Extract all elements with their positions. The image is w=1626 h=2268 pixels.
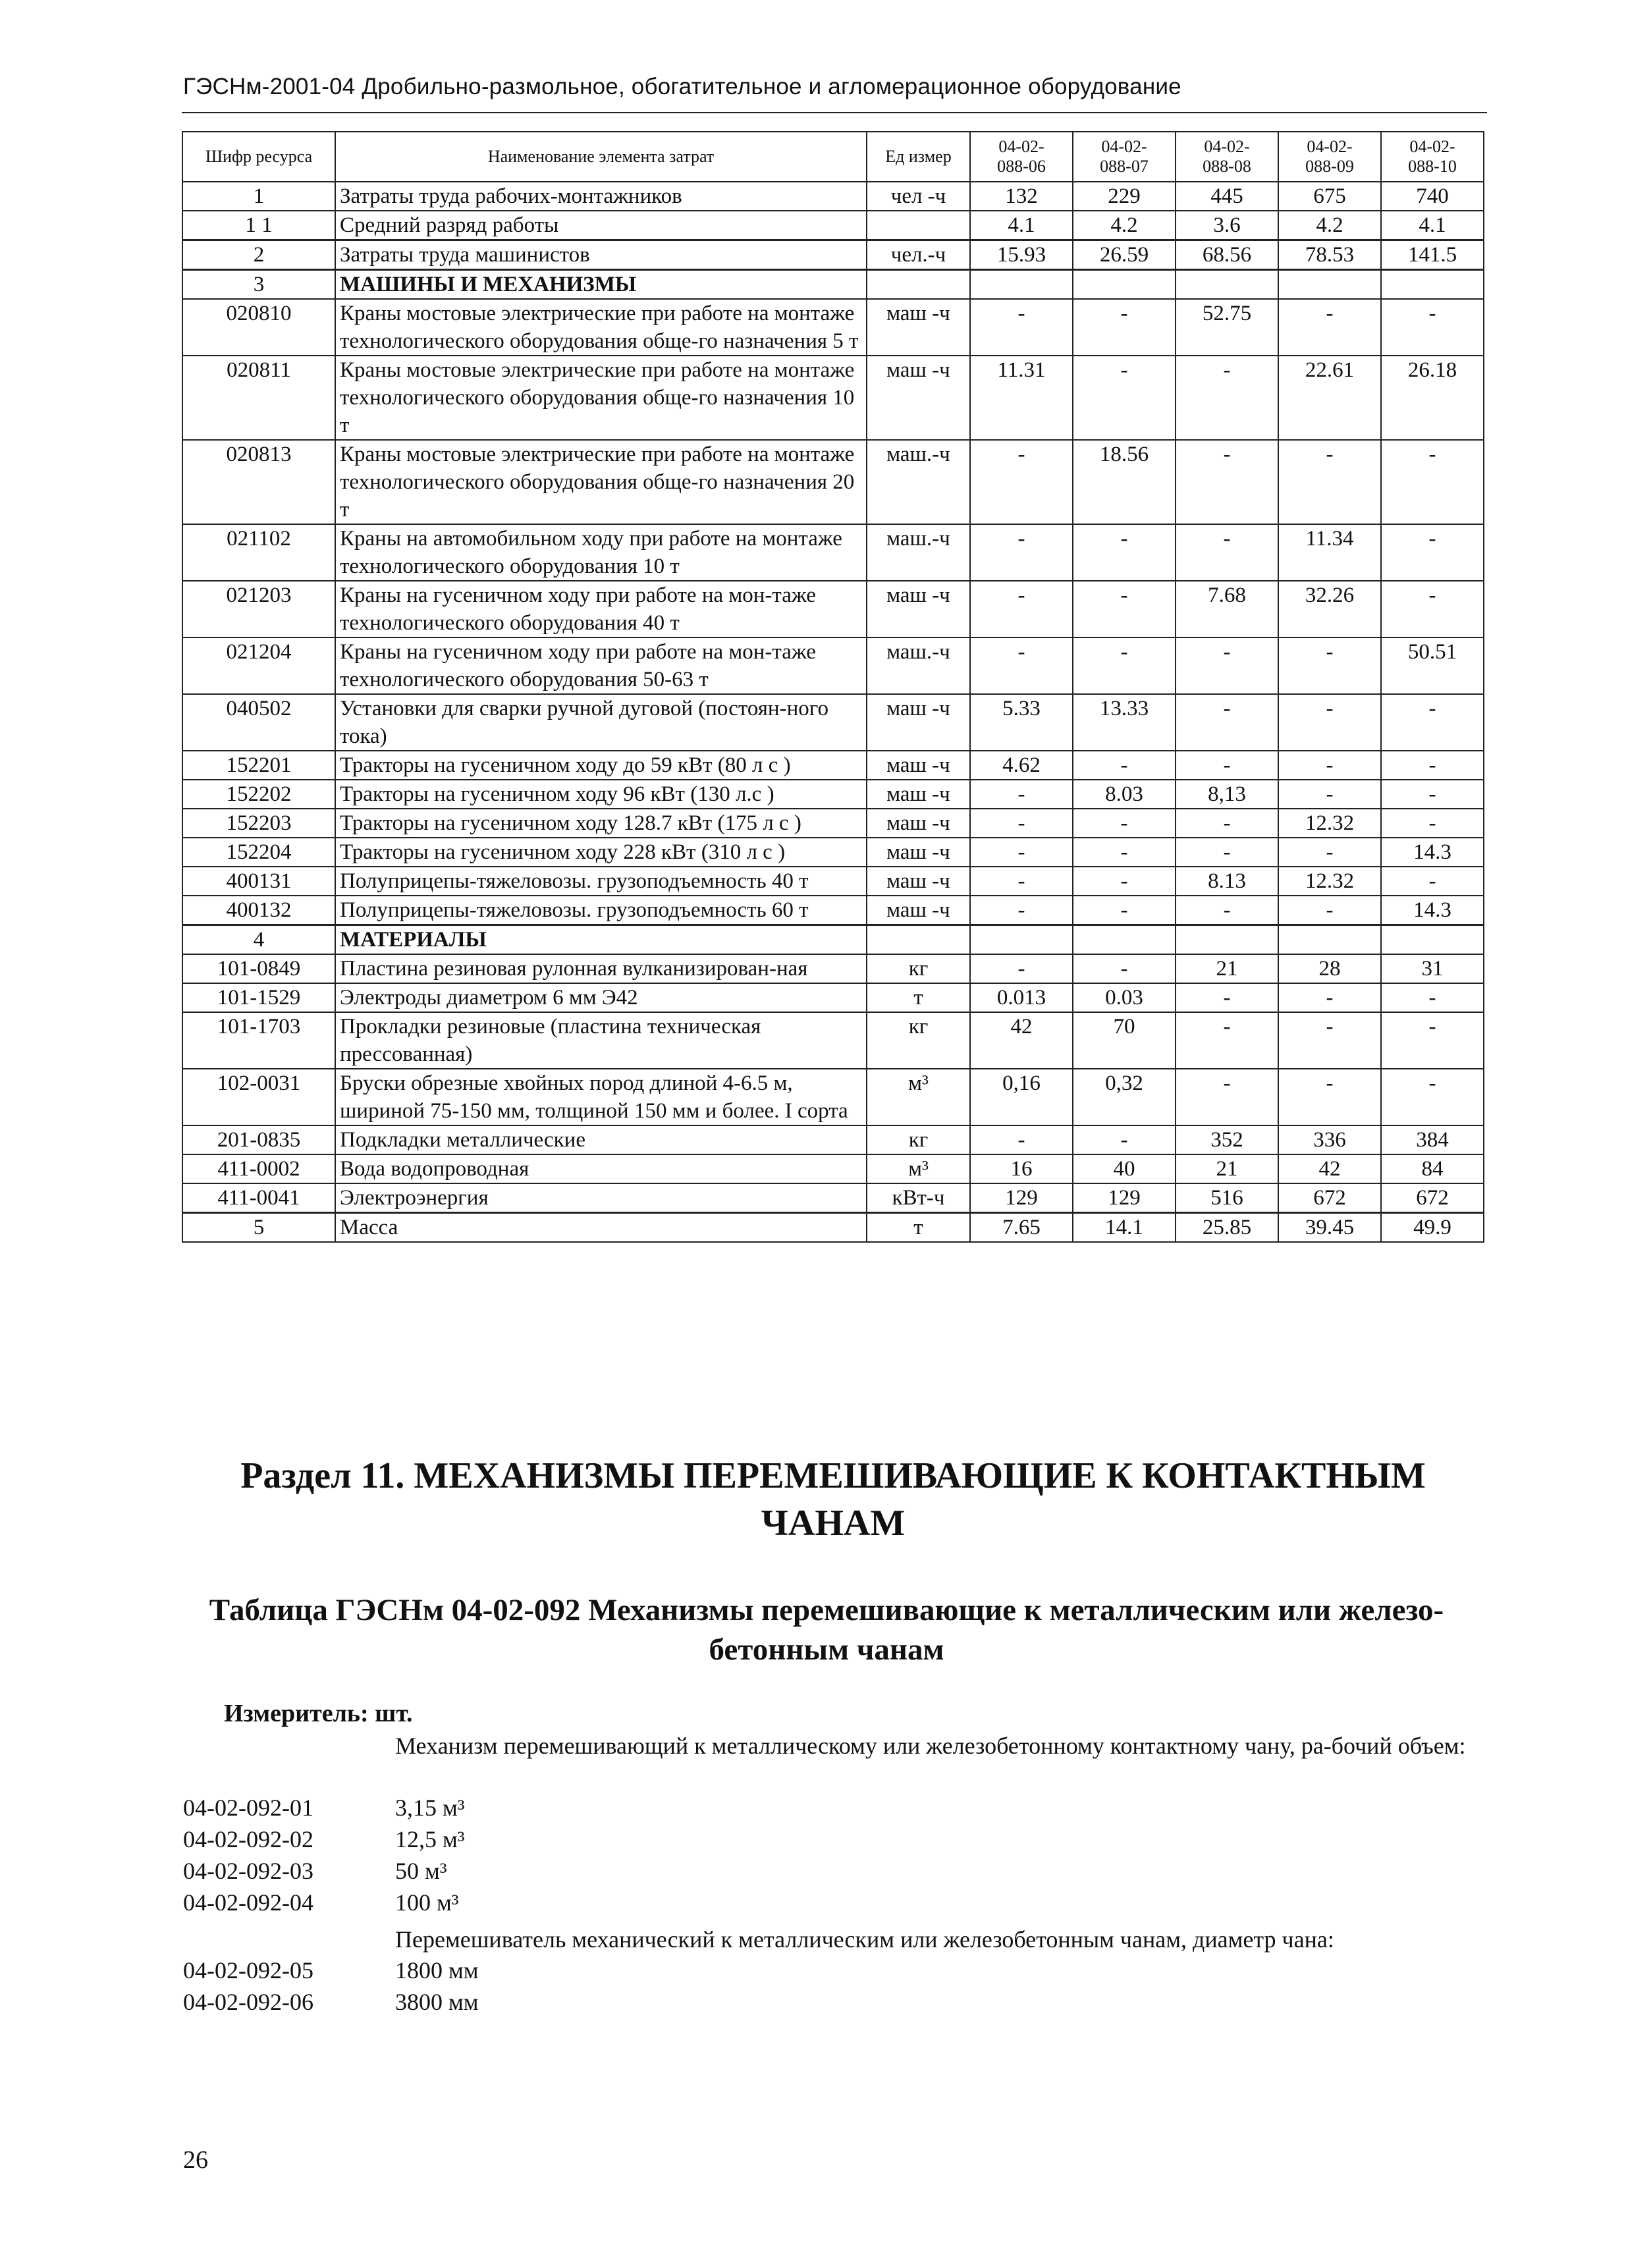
table-cell: 5 — [182, 1213, 335, 1243]
table-cell: - — [1073, 581, 1176, 637]
table-cell: 7.68 — [1176, 581, 1278, 637]
intro-text-1: Механизм перемешивающий к металлическому или железобетонному контактному чану, ра-бочий объем: — [395, 1733, 1466, 1759]
table-cell: маш -ч — [867, 838, 970, 867]
table-cell: 101-1703 — [182, 1012, 335, 1069]
table-cell: 25.85 — [1176, 1213, 1278, 1243]
table-row — [182, 983, 1484, 1012]
table-cell: - — [1381, 440, 1484, 524]
table-cell: кг — [867, 1125, 970, 1154]
item-code: 04-02-092-03 — [183, 1858, 313, 1884]
table-cell: 4.1 — [1381, 211, 1484, 240]
table-cell: МАТЕРИАЛЫ — [335, 925, 867, 955]
table-cell: Вода водопроводная — [335, 1154, 867, 1183]
table-cell: 13.33 — [1073, 694, 1176, 751]
item-value: 3800 мм — [395, 1989, 479, 2015]
table-cell: - — [970, 581, 1073, 637]
table-header-row — [182, 132, 1484, 182]
table-cell: 12.32 — [1278, 867, 1381, 896]
table-cell: 42 — [970, 1012, 1073, 1069]
table-row — [182, 1012, 1484, 1069]
table-cell: 020811 — [182, 356, 335, 440]
table-cell — [1381, 270, 1484, 300]
table-cell — [1073, 270, 1176, 300]
table-cell — [867, 270, 970, 300]
table-cell: - — [1073, 751, 1176, 780]
table-cell: маш -ч — [867, 867, 970, 896]
table-cell: чел.-ч — [867, 240, 970, 270]
table-cell: кг — [867, 954, 970, 983]
table-cell: 4.2 — [1278, 211, 1381, 240]
table-cell: маш.-ч — [867, 440, 970, 524]
table-cell: МАШИНЫ И МЕХАНИЗМЫ — [335, 270, 867, 300]
table-row — [182, 299, 1484, 356]
table-cell: - — [970, 440, 1073, 524]
table-cell: - — [1381, 809, 1484, 838]
table-row — [182, 1213, 1484, 1243]
table-cell: 1 — [182, 182, 335, 211]
table-cell: - — [1381, 1012, 1484, 1069]
table-row — [182, 780, 1484, 809]
table-cell: 78.53 — [1278, 240, 1381, 270]
table-cell: 26.18 — [1381, 356, 1484, 440]
table-cell: 101-0849 — [182, 954, 335, 983]
column-header: 04-02- 088-10 — [1381, 132, 1484, 182]
column-header: 04-02- 088-06 — [970, 132, 1073, 182]
table-cell: - — [1381, 1069, 1484, 1125]
table-cell: Подкладки металлические — [335, 1125, 867, 1154]
table-cell: маш -ч — [867, 809, 970, 838]
table-cell: - — [1381, 299, 1484, 356]
table-cell: 152201 — [182, 751, 335, 780]
table-cell — [1176, 270, 1278, 300]
table-cell: кВт-ч — [867, 1183, 970, 1213]
table-cell: - — [1381, 524, 1484, 581]
table-cell: 11.31 — [970, 356, 1073, 440]
table-cell: 4 — [182, 925, 335, 955]
table-cell: Полуприцепы-тяжеловозы. грузоподъемность 60 т — [335, 896, 867, 925]
table-cell: - — [1381, 751, 1484, 780]
table-cell: - — [1278, 1012, 1381, 1069]
table-cell: 21 — [1176, 1154, 1278, 1183]
table-cell: 3 — [182, 270, 335, 300]
table-cell: - — [1278, 896, 1381, 925]
table-cell: - — [1073, 896, 1176, 925]
table-cell: 28 — [1278, 954, 1381, 983]
table-cell: Тракторы на гусеничном ходу 128.7 кВт (175 л с ) — [335, 809, 867, 838]
table-body — [182, 182, 1484, 1242]
table-cell: Бруски обрезные хвойных пород длиной 4-6.5 м, шириной 75-150 мм, толщиной 150 мм и более. I сорта — [335, 1069, 867, 1125]
table-cell: 8.03 — [1073, 780, 1176, 809]
table-cell: Краны на гусеничном ходу при работе на мон-таже технологического оборудования 40 т — [335, 581, 867, 637]
table-cell: - — [1381, 694, 1484, 751]
table-cell: - — [970, 637, 1073, 694]
table-cell: 152204 — [182, 838, 335, 867]
table-cell: 39.45 — [1278, 1213, 1381, 1243]
table-cell: 411-0041 — [182, 1183, 335, 1213]
table-cell: 18.56 — [1073, 440, 1176, 524]
table-cell: - — [970, 954, 1073, 983]
table-cell: 352 — [1176, 1125, 1278, 1154]
table-cell: - — [970, 896, 1073, 925]
table-cell: 201-0835 — [182, 1125, 335, 1154]
table-cell: 152202 — [182, 780, 335, 809]
table-cell: 141.5 — [1381, 240, 1484, 270]
table-cell: - — [1176, 751, 1278, 780]
table-cell: 11.34 — [1278, 524, 1381, 581]
table-cell: м³ — [867, 1154, 970, 1183]
table-cell: т — [867, 1213, 970, 1243]
table-cell: - — [970, 838, 1073, 867]
header-rule — [182, 112, 1487, 113]
table-cell: Затраты труда рабочих-монтажников — [335, 182, 867, 211]
table-cell: 152203 — [182, 809, 335, 838]
table-cell: 0,16 — [970, 1069, 1073, 1125]
item-value: 3,15 м³ — [395, 1795, 465, 1821]
table-cell: Масса — [335, 1213, 867, 1243]
table-row — [182, 896, 1484, 925]
table-row — [182, 211, 1484, 240]
table-cell: 020813 — [182, 440, 335, 524]
table-cell: - — [970, 524, 1073, 581]
table-cell: 384 — [1381, 1125, 1484, 1154]
table-cell: - — [1176, 838, 1278, 867]
table-row — [182, 637, 1484, 694]
item-code: 04-02-092-02 — [183, 1826, 313, 1852]
table-cell: 040502 — [182, 694, 335, 751]
table-row — [182, 1154, 1484, 1183]
table-cell: - — [1278, 637, 1381, 694]
table-row — [182, 270, 1484, 300]
column-header: Ед измер — [867, 132, 970, 182]
table-cell: 101-1529 — [182, 983, 335, 1012]
table-cell — [1176, 925, 1278, 955]
table-cell: - — [1176, 983, 1278, 1012]
item-code: 04-02-092-04 — [183, 1889, 313, 1916]
page-number: 26 — [183, 2146, 208, 2174]
table-cell: Полуприцепы-тяжеловозы. грузоподъемность 40 т — [335, 867, 867, 896]
table-cell: - — [1073, 954, 1176, 983]
table-cell — [1278, 925, 1381, 955]
table-cell: 400131 — [182, 867, 335, 896]
table-cell: 4.2 — [1073, 211, 1176, 240]
column-header: 04-02- 088-07 — [1073, 132, 1176, 182]
section-title: Раздел 11. МЕХАНИЗМЫ ПЕРЕМЕШИВАЮЩИЕ К КОНТАКТНЫМ ЧАНАМ — [240, 1455, 1426, 1544]
table-cell: - — [1278, 780, 1381, 809]
table-cell: 672 — [1278, 1183, 1381, 1213]
table-cell: Краны на автомобильном ходу при работе на монтаже технологического оборудования 10 т — [335, 524, 867, 581]
item-code: 04-02-092-05 — [183, 1957, 313, 1984]
table-cell: Пластина резиновая рулонная вулканизирован-ная — [335, 954, 867, 983]
table-cell — [1278, 270, 1381, 300]
table-cell: 0.03 — [1073, 983, 1176, 1012]
table-cell: - — [970, 867, 1073, 896]
table-cell: 42 — [1278, 1154, 1381, 1183]
page-header: ГЭСНм-2001-04 Дробильно-размольное, обогатительное и агломерационное оборудование — [183, 74, 1181, 99]
item-code: 04-02-092-06 — [183, 1989, 313, 2015]
table-cell: 14.1 — [1073, 1213, 1176, 1243]
table-cell: 672 — [1381, 1183, 1484, 1213]
table-cell: 14.3 — [1381, 838, 1484, 867]
table-cell: - — [1278, 1069, 1381, 1125]
table-cell: кг — [867, 1012, 970, 1069]
table-row — [182, 694, 1484, 751]
table-cell — [1073, 925, 1176, 955]
column-header: Наименование элемента затрат — [335, 132, 867, 182]
table-cell: - — [1176, 809, 1278, 838]
meter-label: Измеритель: шт. — [224, 1700, 413, 1727]
table-row — [182, 867, 1484, 896]
table-cell: - — [1278, 983, 1381, 1012]
table-cell: 516 — [1176, 1183, 1278, 1213]
item-value: 12,5 м³ — [395, 1826, 465, 1852]
table-cell: 22.61 — [1278, 356, 1381, 440]
table-cell: 229 — [1073, 182, 1176, 211]
table-cell: - — [1073, 1125, 1176, 1154]
table-row — [182, 356, 1484, 440]
table-cell: Тракторы на гусеничном ходу до 59 кВт (80 л с ) — [335, 751, 867, 780]
table-cell: - — [1176, 1012, 1278, 1069]
table-cell: Установки для сварки ручной дуговой (постоян-ного тока) — [335, 694, 867, 751]
table-cell: 675 — [1278, 182, 1381, 211]
table-row — [182, 954, 1484, 983]
table-cell: 31 — [1381, 954, 1484, 983]
table-row — [182, 581, 1484, 637]
table-cell: Средний разряд работы — [335, 211, 867, 240]
table-cell: 445 — [1176, 182, 1278, 211]
table-cell: 40 — [1073, 1154, 1176, 1183]
table-cell: 49.9 — [1381, 1213, 1484, 1243]
table-cell: маш -ч — [867, 299, 970, 356]
table-cell: - — [1278, 440, 1381, 524]
table-cell: - — [1073, 356, 1176, 440]
table-cell: 132 — [970, 182, 1073, 211]
table-cell: 021204 — [182, 637, 335, 694]
table-row — [182, 838, 1484, 867]
table-cell — [970, 270, 1073, 300]
table-cell: 400132 — [182, 896, 335, 925]
table-cell: - — [1176, 1069, 1278, 1125]
item-code: 04-02-092-01 — [183, 1795, 313, 1821]
table-cell: 12.32 — [1278, 809, 1381, 838]
table-row — [182, 925, 1484, 955]
intro-text-2: Перемешиватель механический к металлическим или железобетонным чанам, диаметр чана: — [395, 1926, 1334, 1953]
table-cell: 7.65 — [970, 1213, 1073, 1243]
table-cell: 8,13 — [1176, 780, 1278, 809]
table-row — [182, 240, 1484, 270]
table-cell: - — [1073, 637, 1176, 694]
table-cell: маш.-ч — [867, 637, 970, 694]
table-cell: 336 — [1278, 1125, 1381, 1154]
table-cell: 020810 — [182, 299, 335, 356]
table-cell — [867, 211, 970, 240]
column-header: 04-02- 088-09 — [1278, 132, 1381, 182]
table-row — [182, 1125, 1484, 1154]
table-cell: 021102 — [182, 524, 335, 581]
table-cell: - — [970, 1125, 1073, 1154]
table-title: Таблица ГЭСНм 04-02-092 Механизмы перемешивающие к металлическим или железо-бетонным чанам — [209, 1593, 1444, 1667]
table-cell — [970, 925, 1073, 955]
table-cell: - — [1381, 780, 1484, 809]
table-cell: 14.3 — [1381, 896, 1484, 925]
table-cell: - — [1176, 694, 1278, 751]
table-cell: 84 — [1381, 1154, 1484, 1183]
table-cell: чел -ч — [867, 182, 970, 211]
resource-table — [182, 131, 1484, 1243]
table-row — [182, 524, 1484, 581]
table-row — [182, 1069, 1484, 1125]
table-cell: маш -ч — [867, 896, 970, 925]
table-cell: - — [1381, 983, 1484, 1012]
table-cell: 411-0002 — [182, 1154, 335, 1183]
table-cell: 129 — [970, 1183, 1073, 1213]
table-cell: 740 — [1381, 182, 1484, 211]
item-value: 50 м³ — [395, 1858, 447, 1884]
table-cell: маш.-ч — [867, 524, 970, 581]
table-cell: маш -ч — [867, 581, 970, 637]
table-cell: Тракторы на гусеничном ходу 96 кВт (130 л.с ) — [335, 780, 867, 809]
table-row — [182, 809, 1484, 838]
table-cell: - — [1176, 637, 1278, 694]
table-cell: 2 — [182, 240, 335, 270]
table-cell: - — [1381, 867, 1484, 896]
table-cell: 32.26 — [1278, 581, 1381, 637]
table-row — [182, 440, 1484, 524]
table-cell: 68.56 — [1176, 240, 1278, 270]
table-cell: - — [1176, 524, 1278, 581]
table-cell — [1381, 925, 1484, 955]
table-cell: маш -ч — [867, 780, 970, 809]
table-cell: Краны мостовые электрические при работе на монтаже технологического оборудования обще-го назначения 10 т — [335, 356, 867, 440]
table-cell: - — [1073, 299, 1176, 356]
table-cell: маш -ч — [867, 356, 970, 440]
table-cell: т — [867, 983, 970, 1012]
table-cell: - — [1073, 524, 1176, 581]
table-cell: Краны мостовые электрические при работе на монтаже технологического оборудования обще-го назначения 5 т — [335, 299, 867, 356]
table-cell: Тракторы на гусеничном ходу 228 кВт (310 л с ) — [335, 838, 867, 867]
table-row — [182, 182, 1484, 211]
table-cell: 21 — [1176, 954, 1278, 983]
table-cell: - — [1176, 440, 1278, 524]
table-cell: 1 1 — [182, 211, 335, 240]
table-cell: Краны на гусеничном ходу при работе на мон-таже технологического оборудования 50-63 т — [335, 637, 867, 694]
column-header: Шифр ресурса — [182, 132, 335, 182]
table-cell: - — [1176, 896, 1278, 925]
table-cell: 102-0031 — [182, 1069, 335, 1125]
table-cell: 26.59 — [1073, 240, 1176, 270]
table-cell: 0,32 — [1073, 1069, 1176, 1125]
table-cell: - — [1278, 751, 1381, 780]
table-cell: Затраты труда машинистов — [335, 240, 867, 270]
table-cell: 70 — [1073, 1012, 1176, 1069]
table-cell: - — [970, 780, 1073, 809]
table-cell: - — [1278, 299, 1381, 356]
table-cell: 52.75 — [1176, 299, 1278, 356]
table-cell: маш -ч — [867, 694, 970, 751]
column-header: 04-02- 088-08 — [1176, 132, 1278, 182]
table-cell: м³ — [867, 1069, 970, 1125]
table-cell: Прокладки резиновые (пластина техническая прессованная) — [335, 1012, 867, 1069]
table-cell: 021203 — [182, 581, 335, 637]
table-cell: Электроэнергия — [335, 1183, 867, 1213]
table-row — [182, 1183, 1484, 1213]
table-cell: маш -ч — [867, 751, 970, 780]
item-value: 1800 мм — [395, 1957, 479, 1984]
table-cell: - — [970, 809, 1073, 838]
table-cell: 0.013 — [970, 983, 1073, 1012]
table-row — [182, 751, 1484, 780]
table-cell: 3.6 — [1176, 211, 1278, 240]
table-cell: - — [1381, 581, 1484, 637]
table-cell: Краны мостовые электрические при работе на монтаже технологического оборудования обще-го назначения 20 т — [335, 440, 867, 524]
table-cell: 50.51 — [1381, 637, 1484, 694]
table-cell: 4.62 — [970, 751, 1073, 780]
table-cell: - — [1176, 356, 1278, 440]
table-cell: - — [970, 299, 1073, 356]
table-cell: - — [1278, 838, 1381, 867]
table-cell: 5.33 — [970, 694, 1073, 751]
table-cell: - — [1073, 838, 1176, 867]
table-cell: Электроды диаметром 6 мм Э42 — [335, 983, 867, 1012]
table-cell: - — [1073, 809, 1176, 838]
table-cell: 16 — [970, 1154, 1073, 1183]
table-cell: 4.1 — [970, 211, 1073, 240]
table-cell: - — [1073, 867, 1176, 896]
table-cell: 15.93 — [970, 240, 1073, 270]
item-value: 100 м³ — [395, 1889, 459, 1916]
table-cell: 8.13 — [1176, 867, 1278, 896]
table-cell — [867, 925, 970, 955]
table-cell: 129 — [1073, 1183, 1176, 1213]
table-cell: - — [1278, 694, 1381, 751]
